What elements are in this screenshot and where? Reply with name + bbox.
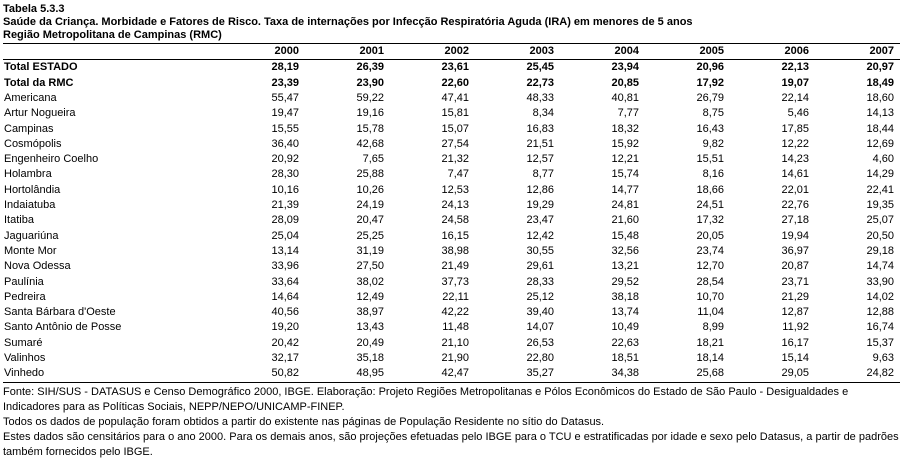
- value-cell-2003: 12,86: [526, 183, 554, 196]
- value-cell-2003: 21,51: [526, 137, 554, 150]
- year-header-2005: 2005: [699, 45, 724, 58]
- region-name-cell: Sumaré: [4, 336, 43, 349]
- value-cell-2002: 22,11: [442, 290, 469, 303]
- value-cell-2006: 11,92: [782, 321, 809, 334]
- table-row: [3, 152, 900, 167]
- value-cell-2007: 12,88: [866, 306, 894, 319]
- value-cell-2001: 25,25: [356, 229, 384, 242]
- value-cell-2002: 37,73: [441, 275, 469, 288]
- value-cell-2005: 16,43: [696, 122, 724, 135]
- value-cell-2005: 15,51: [696, 153, 724, 166]
- year-header-2000: 2000: [274, 45, 299, 58]
- value-cell-2005: 9,82: [702, 137, 724, 150]
- value-cell-2006: 15,14: [781, 351, 809, 364]
- value-cell-2006: 5,46: [787, 107, 809, 120]
- value-cell-2006: 27,18: [781, 214, 809, 227]
- region-name-cell: Campinas: [4, 122, 54, 135]
- value-cell-2004: 21,60: [611, 214, 639, 227]
- value-cell-2001: 19,16: [356, 107, 384, 120]
- value-cell-2007: 29,18: [866, 244, 894, 257]
- value-cell-2003: 35,27: [526, 367, 554, 380]
- value-cell-2005: 10,70: [696, 290, 724, 303]
- value-cell-2002: 24,58: [441, 214, 469, 227]
- value-cell-2002: 22,60: [441, 76, 469, 89]
- year-header-2004: 2004: [614, 45, 639, 58]
- value-cell-2001: 7,65: [362, 153, 384, 166]
- table-number: Tabela 5.3.3: [3, 3, 65, 15]
- value-cell-2001: 42,68: [356, 137, 384, 150]
- value-cell-2006: 12,87: [781, 306, 809, 319]
- value-cell-2006: 19,07: [781, 76, 809, 89]
- value-cell-2003: 26,53: [526, 336, 554, 349]
- value-cell-2005: 8,99: [702, 321, 724, 334]
- table-row: [3, 167, 900, 182]
- value-cell-2000: 40,56: [271, 306, 299, 319]
- value-cell-2000: 28,30: [271, 168, 299, 181]
- value-cell-2004: 7,77: [617, 107, 639, 120]
- value-cell-2005: 12,70: [696, 260, 724, 273]
- value-cell-2006: 22,76: [781, 199, 809, 212]
- value-cell-2001: 12,49: [356, 290, 384, 303]
- value-cell-2007: 24,82: [866, 367, 894, 380]
- value-cell-2005: 24,51: [696, 199, 724, 212]
- value-cell-2004: 32,56: [611, 244, 639, 257]
- value-cell-2007: 25,07: [866, 214, 894, 227]
- value-cell-2002: 23,61: [441, 61, 469, 74]
- region-name-cell: Pedreira: [4, 290, 46, 303]
- value-cell-2005: 18,14: [696, 351, 724, 364]
- value-cell-2004: 14,77: [611, 183, 639, 196]
- value-cell-2004: 34,38: [611, 367, 639, 380]
- table-row: [3, 213, 900, 228]
- value-cell-2001: 59,22: [356, 91, 384, 104]
- region-name-cell: Artur Nogueira: [4, 107, 76, 120]
- value-cell-2002: 11,48: [442, 321, 469, 334]
- value-cell-2001: 35,18: [356, 351, 384, 364]
- region-name-cell: Santo Antônio de Posse: [4, 321, 122, 334]
- value-cell-2003: 22,80: [526, 351, 554, 364]
- value-cell-2000: 36,40: [271, 137, 299, 150]
- value-cell-2002: 42,47: [441, 367, 469, 380]
- value-cell-2006: 36,97: [781, 244, 809, 257]
- value-cell-2007: 14,13: [866, 107, 894, 120]
- value-cell-2000: 33,96: [271, 260, 299, 273]
- value-cell-2004: 13,21: [611, 260, 639, 273]
- region-name-cell: Monte Mor: [4, 244, 57, 257]
- table-row: [3, 183, 900, 198]
- table-row: [3, 60, 900, 76]
- value-cell-2000: 55,47: [271, 91, 299, 104]
- value-cell-2002: 24,13: [441, 199, 469, 212]
- value-cell-2007: 4,60: [872, 153, 894, 166]
- value-cell-2003: 25,45: [526, 61, 554, 74]
- year-header-2003: 2003: [529, 45, 554, 58]
- value-cell-2003: 8,77: [532, 168, 554, 181]
- value-cell-2004: 15,74: [611, 168, 639, 181]
- value-cell-2003: 12,42: [526, 229, 554, 242]
- value-cell-2002: 21,32: [441, 153, 469, 166]
- value-cell-2000: 19,47: [271, 107, 299, 120]
- value-cell-2006: 29,05: [781, 367, 809, 380]
- value-cell-2005: 26,79: [696, 91, 724, 104]
- value-cell-2005: 17,92: [696, 76, 724, 89]
- value-cell-2003: 12,57: [526, 153, 554, 166]
- value-cell-2004: 22,63: [611, 336, 639, 349]
- value-cell-2004: 10,49: [611, 321, 639, 334]
- value-cell-2001: 25,88: [356, 168, 384, 181]
- value-cell-2005: 17,32: [696, 214, 724, 227]
- value-cell-2002: 21,90: [441, 351, 469, 364]
- value-cell-2002: 21,49: [441, 260, 469, 273]
- value-cell-2004: 15,92: [611, 137, 639, 150]
- value-cell-2007: 14,29: [866, 168, 894, 181]
- region-name-cell: Jaguariúna: [4, 229, 59, 242]
- value-cell-2000: 50,82: [271, 367, 299, 380]
- value-cell-2005: 25,68: [696, 367, 724, 380]
- value-cell-2004: 23,94: [611, 61, 639, 74]
- region-name-cell: Indaiatuba: [4, 199, 56, 212]
- value-cell-2003: 48,33: [526, 91, 554, 104]
- table-row: [3, 244, 900, 259]
- value-cell-2002: 42,22: [441, 306, 469, 319]
- value-cell-2000: 14,64: [271, 290, 299, 303]
- value-cell-2002: 38,98: [441, 244, 469, 257]
- table-row: [3, 259, 900, 274]
- region-name-cell: Engenheiro Coelho: [4, 153, 99, 166]
- value-cell-2005: 8,16: [702, 168, 724, 181]
- value-cell-2001: 24,19: [356, 199, 384, 212]
- projection-note: Estes dados são censitários para o ano 2000. Para os demais anos, são projeções efetuadas pelo IBGE para o TCU e estratificadas por idade e sexo pelo Datasus, a partir de padrões também fornecidos pelo IBGE.: [3, 430, 899, 458]
- value-cell-2004: 18,51: [611, 351, 639, 364]
- value-cell-2007: 22,41: [866, 183, 894, 196]
- region-name-cell: Total da RMC: [4, 76, 74, 89]
- value-cell-2000: 23,39: [271, 76, 299, 89]
- year-header-2007: 2007: [869, 45, 894, 58]
- value-cell-2005: 18,21: [696, 336, 724, 349]
- table-row: [3, 366, 900, 382]
- table-body: [3, 60, 900, 382]
- value-cell-2005: 18,66: [696, 183, 724, 196]
- value-cell-2003: 14,07: [526, 321, 554, 334]
- table-row: [3, 351, 900, 366]
- value-cell-2003: 28,33: [526, 275, 554, 288]
- value-cell-2000: 15,55: [271, 122, 299, 135]
- value-cell-2004: 20,85: [611, 76, 639, 89]
- year-header-2001: 2001: [359, 45, 384, 58]
- value-cell-2007: 15,37: [866, 336, 894, 349]
- table-row: [3, 320, 900, 335]
- table-row: [3, 198, 900, 213]
- value-cell-2001: 38,02: [356, 275, 384, 288]
- table-row: [3, 229, 900, 244]
- value-cell-2003: 19,29: [526, 199, 554, 212]
- value-cell-2001: 38,97: [356, 306, 384, 319]
- value-cell-2002: 16,15: [441, 229, 469, 242]
- region-name-cell: Vinhedo: [4, 367, 45, 380]
- value-cell-2001: 13,43: [356, 321, 384, 334]
- value-cell-2005: 20,05: [696, 229, 724, 242]
- value-cell-2004: 38,18: [611, 290, 639, 303]
- value-cell-2006: 14,61: [781, 168, 809, 181]
- region-name-cell: Santa Bárbara d'Oeste: [4, 306, 116, 319]
- value-cell-2001: 27,50: [356, 260, 384, 273]
- value-cell-2001: 23,90: [356, 76, 384, 89]
- value-cell-2003: 39,40: [526, 306, 554, 319]
- value-cell-2006: 21,29: [781, 290, 809, 303]
- value-cell-2007: 16,74: [866, 321, 894, 334]
- value-cell-2006: 22,01: [781, 183, 809, 196]
- value-cell-2002: 15,81: [441, 107, 469, 120]
- value-cell-2002: 15,07: [441, 122, 469, 135]
- value-cell-2001: 31,19: [356, 244, 384, 257]
- value-cell-2001: 10,26: [356, 183, 384, 196]
- value-cell-2000: 13,14: [271, 244, 299, 257]
- region-name-cell: Itatiba: [4, 214, 34, 227]
- value-cell-2004: 24,81: [611, 199, 639, 212]
- value-cell-2007: 33,90: [866, 275, 894, 288]
- value-cell-2000: 32,17: [271, 351, 299, 364]
- value-cell-2007: 12,69: [866, 137, 894, 150]
- value-cell-2006: 20,87: [781, 260, 809, 273]
- value-cell-2006: 16,17: [781, 336, 809, 349]
- value-cell-2000: 20,92: [271, 153, 299, 166]
- value-cell-2001: 20,47: [356, 214, 384, 227]
- table-row: [3, 121, 900, 136]
- value-cell-2000: 33,64: [271, 275, 299, 288]
- header-region-cell: [3, 44, 220, 60]
- value-cell-2003: 25,12: [526, 290, 554, 303]
- value-cell-2004: 40,81: [611, 91, 639, 104]
- population-note: Todos os dados de população foram obtidos a partir do existente nas páginas de População Residente no sítio do Datasus.: [3, 415, 605, 428]
- table-row: [3, 91, 900, 106]
- region-name-cell: Paulínia: [4, 275, 44, 288]
- value-cell-2002: 7,47: [447, 168, 469, 181]
- value-cell-2004: 15,48: [611, 229, 639, 242]
- value-cell-2006: 14,23: [781, 153, 809, 166]
- value-cell-2004: 12,21: [611, 153, 639, 166]
- value-cell-2005: 8,75: [702, 107, 724, 120]
- value-cell-2000: 10,16: [271, 183, 299, 196]
- table-row: [3, 106, 900, 121]
- value-cell-2002: 12,53: [441, 183, 469, 196]
- value-cell-2002: 27,54: [441, 137, 469, 150]
- table-subtitle: Região Metropolitana de Campinas (RMC): [3, 29, 222, 41]
- table-row: [3, 76, 900, 91]
- value-cell-2005: 23,74: [696, 244, 724, 257]
- value-cell-2001: 20,49: [356, 336, 384, 349]
- value-cell-2001: 48,95: [356, 367, 384, 380]
- table-row: [3, 274, 900, 289]
- value-cell-2005: 28,54: [696, 275, 724, 288]
- region-name-cell: Hortolândia: [4, 183, 61, 196]
- value-cell-2005: 11,04: [697, 306, 724, 319]
- footnotes: [3, 385, 902, 460]
- value-cell-2006: 22,13: [781, 61, 809, 74]
- value-cell-2007: 18,49: [866, 76, 894, 89]
- table-row: [3, 137, 900, 152]
- value-cell-2001: 15,78: [356, 122, 384, 135]
- table-row: [3, 290, 900, 305]
- value-cell-2003: 16,83: [526, 122, 554, 135]
- value-cell-2007: 18,60: [866, 91, 894, 104]
- value-cell-2004: 29,52: [611, 275, 639, 288]
- region-name-cell: Cosmópolis: [4, 137, 62, 150]
- year-header-2006: 2006: [784, 45, 809, 58]
- value-cell-2003: 30,55: [526, 244, 554, 257]
- value-cell-2000: 25,04: [271, 229, 299, 242]
- value-cell-2003: 22,73: [526, 76, 554, 89]
- value-cell-2000: 21,39: [271, 199, 299, 212]
- table-title: Saúde da Criança. Morbidade e Fatores de Risco. Taxa de internações por Infecção Respiratória Aguda (IRA) em menores de 5 anos: [3, 16, 693, 28]
- value-cell-2004: 18,32: [611, 122, 639, 135]
- table-header-row: [3, 44, 900, 60]
- region-name-cell: Nova Odessa: [4, 260, 71, 273]
- region-name-cell: Americana: [4, 91, 57, 104]
- value-cell-2002: 47,41: [441, 91, 469, 104]
- value-cell-2003: 29,61: [526, 260, 554, 273]
- source-note: Fonte: SIH/SUS - DATASUS e Censo Demográfico 2000, IBGE. Elaboração: Projeto Regiões Metropolitanas e Pólos Econômicos do Estado de São Paulo - Desigualdades e Indicadores para as Políticas Sociais, NEPP/NEPO/UNICAMP-FINEP.: [3, 385, 849, 413]
- value-cell-2000: 19,20: [271, 321, 299, 334]
- value-cell-2000: 28,09: [271, 214, 299, 227]
- value-cell-2006: 22,14: [781, 91, 809, 104]
- value-cell-2000: 28,19: [271, 61, 299, 74]
- year-header-2002: 2002: [444, 45, 469, 58]
- value-cell-2007: 9,63: [872, 351, 894, 364]
- value-cell-2000: 20,42: [271, 336, 299, 349]
- value-cell-2007: 14,02: [866, 290, 894, 303]
- value-cell-2006: 23,71: [781, 275, 809, 288]
- value-cell-2007: 14,74: [866, 260, 894, 273]
- value-cell-2004: 13,74: [611, 306, 639, 319]
- value-cell-2006: 19,94: [781, 229, 809, 242]
- value-cell-2006: 12,22: [781, 137, 809, 150]
- value-cell-2006: 17,85: [781, 122, 809, 135]
- value-cell-2001: 26,39: [356, 61, 384, 74]
- value-cell-2007: 19,35: [866, 199, 894, 212]
- value-cell-2003: 8,34: [532, 107, 554, 120]
- value-cell-2007: 20,50: [866, 229, 894, 242]
- value-cell-2007: 18,44: [866, 122, 894, 135]
- region-name-cell: Holambra: [4, 168, 52, 181]
- table-row: [3, 305, 900, 320]
- table-row: [3, 336, 900, 351]
- value-cell-2007: 20,97: [866, 61, 894, 74]
- value-cell-2002: 21,10: [441, 336, 469, 349]
- value-cell-2005: 20,96: [696, 61, 724, 74]
- region-name-cell: Total ESTADO: [4, 61, 78, 74]
- data-table: [3, 43, 900, 383]
- value-cell-2003: 23,47: [526, 214, 554, 227]
- region-name-cell: Valinhos: [4, 351, 46, 364]
